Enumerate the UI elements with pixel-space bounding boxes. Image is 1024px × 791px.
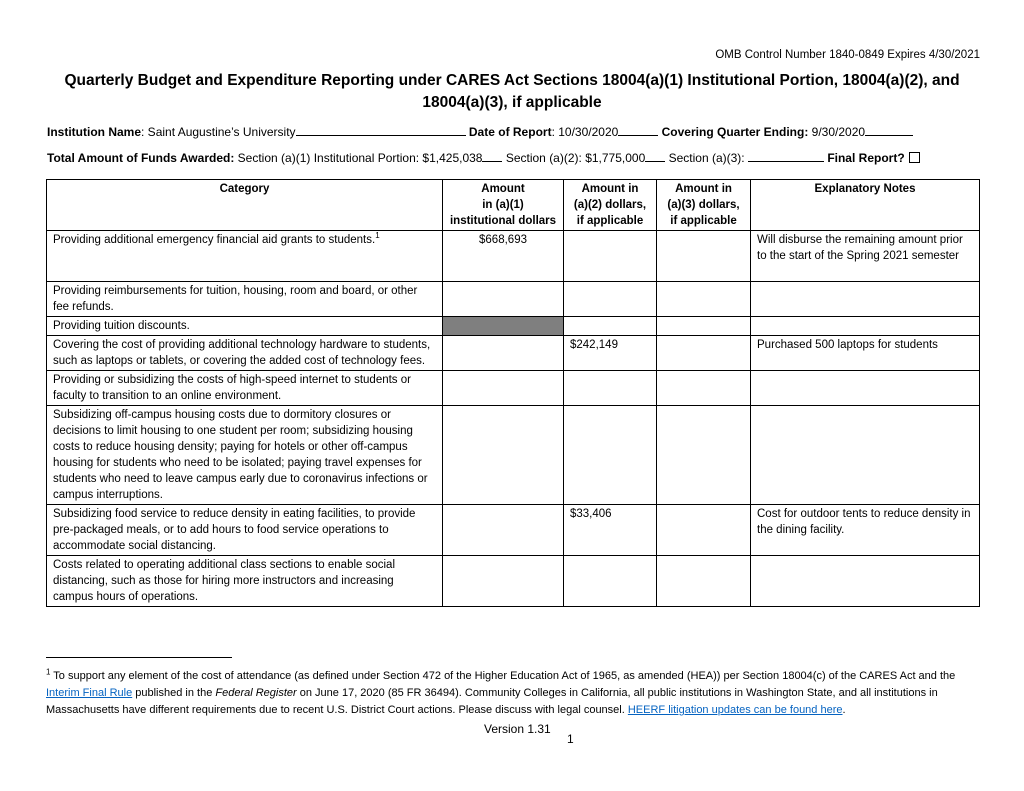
covering-quarter-blank — [865, 124, 913, 136]
row-a2-amount[interactable] — [564, 406, 657, 505]
section-a3-blank — [748, 150, 824, 162]
header-a1-line1: Amount — [481, 183, 525, 195]
row-a3-amount[interactable] — [657, 282, 751, 317]
header-category: Category — [47, 180, 443, 231]
table-row — [47, 371, 980, 406]
footnote-text-4: . — [842, 704, 846, 716]
total-funds-label: Total Amount of Funds Awarded: — [47, 151, 235, 165]
row-notes[interactable]: Will disburse the remaining amount prior to the start of the Spring 2021 semester — [751, 231, 980, 282]
row-notes[interactable] — [751, 556, 980, 607]
footnote-separator — [46, 657, 232, 658]
table-row — [47, 556, 980, 607]
row-a3-amount[interactable] — [657, 231, 751, 282]
header-a2-amount — [564, 180, 657, 231]
footnote-text-2: published in the — [132, 687, 216, 699]
row-a1-amount[interactable] — [443, 556, 564, 607]
date-of-report-label: Date of Report — [468, 125, 552, 139]
date-of-report-value: : 10/30/2020 — [551, 125, 619, 139]
row-category — [47, 231, 443, 282]
table-row — [47, 505, 980, 556]
row-a1-amount[interactable] — [443, 336, 564, 371]
row-notes[interactable] — [751, 371, 980, 406]
final-report-checkbox[interactable] — [909, 152, 920, 163]
row-notes[interactable]: Cost for outdoor tents to reduce density in the dining facility. — [751, 505, 980, 556]
footnote-text-3: on June 17, 2020 (85 FR 36494). Community Colleges in California, all public institutions in Washington State, and all institutions in Massachusetts have different requirements due to recent U.S. District Court actions. Please discuss with legal counsel. — [46, 687, 938, 716]
section-a3-label: Section (a)(3): — [668, 151, 745, 165]
header-explanatory-notes: Explanatory Notes — [751, 180, 980, 231]
table-header-row — [47, 180, 980, 231]
header-a1-line3: institutional dollars — [449, 215, 557, 227]
covering-quarter-value: 9/30/2020 — [811, 125, 866, 139]
header-a1-line2: in (a)(1) — [482, 199, 524, 211]
row-a2-amount[interactable] — [564, 556, 657, 607]
row-a3-amount[interactable] — [657, 505, 751, 556]
header-a3-line3: if applicable — [670, 215, 737, 227]
row-notes[interactable] — [751, 282, 980, 317]
row-category: Providing reimbursements for tuition, housing, room and board, or other fee refunds. — [47, 282, 443, 317]
row-category: Covering the cost of providing additional technology hardware to students, such as laptops or tablets, or covering the added cost of technology fees. — [47, 336, 443, 371]
header-a3-line1: Amount in — [675, 183, 732, 195]
page-number: 1 — [567, 732, 574, 746]
footnote-text-1: To support any element of the cost of attendance (as defined under Section 472 of the Higher Education Act of 1965, as amended (HEA)) per Section 18004(c) of the CARES Act and the — [50, 670, 956, 682]
section-a1-blank — [482, 150, 502, 162]
row-a2-amount[interactable] — [564, 231, 657, 282]
row-notes[interactable] — [751, 406, 980, 505]
row-a1-amount[interactable]: $668,693 — [443, 231, 564, 282]
table-row — [47, 336, 980, 371]
row-a1-amount[interactable] — [443, 371, 564, 406]
title-line-1: Quarterly Budget and Expenditure Reporting under CARES Act Sections 18004(a)(1) Institutional Portion, 18004(a)(2), and — [64, 72, 960, 89]
table-row — [47, 317, 980, 336]
header-a2-line3: if applicable — [576, 215, 644, 227]
institution-name-value: : Saint Augustine’s University — [141, 125, 296, 139]
header-a3-line2: (a)(3) dollars, — [667, 199, 740, 211]
page-title — [60, 70, 964, 114]
row-a2-amount[interactable]: $242,149 — [564, 336, 657, 371]
row-a3-amount[interactable] — [657, 406, 751, 505]
table-row — [47, 406, 980, 505]
row-notes[interactable]: Purchased 500 laptops for students — [751, 336, 980, 371]
row-category: Providing or subsidizing the costs of high-speed internet to students or faculty to transition to an online environment. — [47, 371, 443, 406]
row-a2-amount[interactable] — [564, 371, 657, 406]
version-label: Version 1.31 — [484, 722, 551, 736]
row-a1-amount[interactable] — [443, 505, 564, 556]
row-category-text: Providing additional emergency financial aid grants to students. — [53, 234, 376, 246]
omb-control-number: OMB Control Number 1840-0849 Expires 4/30/2021 — [715, 49, 980, 61]
row-a1-amount[interactable] — [443, 406, 564, 505]
row-a1-amount[interactable] — [443, 282, 564, 317]
institution-name-blank — [296, 124, 466, 136]
section-a2-amount: Section (a)(2): $1,775,000 — [505, 151, 646, 165]
covering-quarter-label: Covering Quarter Ending: — [661, 125, 809, 139]
section-a1-amount: Section (a)(1) Institutional Portion: $1,425,038 — [237, 151, 483, 165]
row-category: Providing tuition discounts. — [47, 317, 443, 336]
row-a2-amount[interactable]: $33,406 — [564, 505, 657, 556]
row-category: Subsidizing off-campus housing costs due to dormitory closures or decisions to limit housing to one student per room; subsidizing housing costs to reduce housing density; paying for hotels or other off-campus housing for students who need to be isolated; paying travel expenses for students who need to leave campus early due to coronavirus infections or campus interruptions. — [47, 406, 443, 505]
row-category: Subsidizing food service to reduce density in eating facilities, to provide pre-packaged meals, or to add hours to food service operations to accommodate social distancing. — [47, 505, 443, 556]
final-report-label: Final Report? — [827, 151, 905, 165]
total-funds-line — [47, 150, 920, 165]
header-a1-amount — [443, 180, 564, 231]
header-a2-line1: Amount in — [581, 183, 639, 195]
header-a3-amount — [657, 180, 751, 231]
footnote — [46, 668, 980, 719]
footnote-ref: 1 — [375, 231, 380, 241]
row-category: Costs related to operating additional class sections to enable social distancing, such as those for hiring more instructors and increasing campus hours of operations. — [47, 556, 443, 607]
budget-table — [46, 179, 980, 607]
header-a2-line2: (a)(2) dollars, — [573, 199, 647, 211]
row-a2-amount[interactable] — [564, 317, 657, 336]
row-a2-amount[interactable] — [564, 282, 657, 317]
footnote-number: 1 — [46, 667, 51, 677]
row-a3-amount[interactable] — [657, 336, 751, 371]
row-a3-amount[interactable] — [657, 317, 751, 336]
title-line-2: 18004(a)(3), if applicable — [422, 94, 602, 111]
row-notes[interactable] — [751, 317, 980, 336]
table-row — [47, 282, 980, 317]
row-a3-amount[interactable] — [657, 371, 751, 406]
federal-register-text: Federal Register — [215, 687, 297, 699]
row-a3-amount[interactable] — [657, 556, 751, 607]
section-a2-blank — [645, 150, 665, 162]
date-of-report-blank — [618, 124, 658, 136]
table-row — [47, 231, 980, 282]
interim-final-rule-link[interactable]: Interim Final Rule — [46, 687, 133, 699]
institution-name-label: Institution Name — [47, 125, 142, 139]
heerf-litigation-link[interactable]: HEERF litigation updates can be found here — [627, 704, 843, 716]
row-a1-amount-shaded — [443, 317, 564, 336]
institution-info-line — [47, 124, 913, 139]
